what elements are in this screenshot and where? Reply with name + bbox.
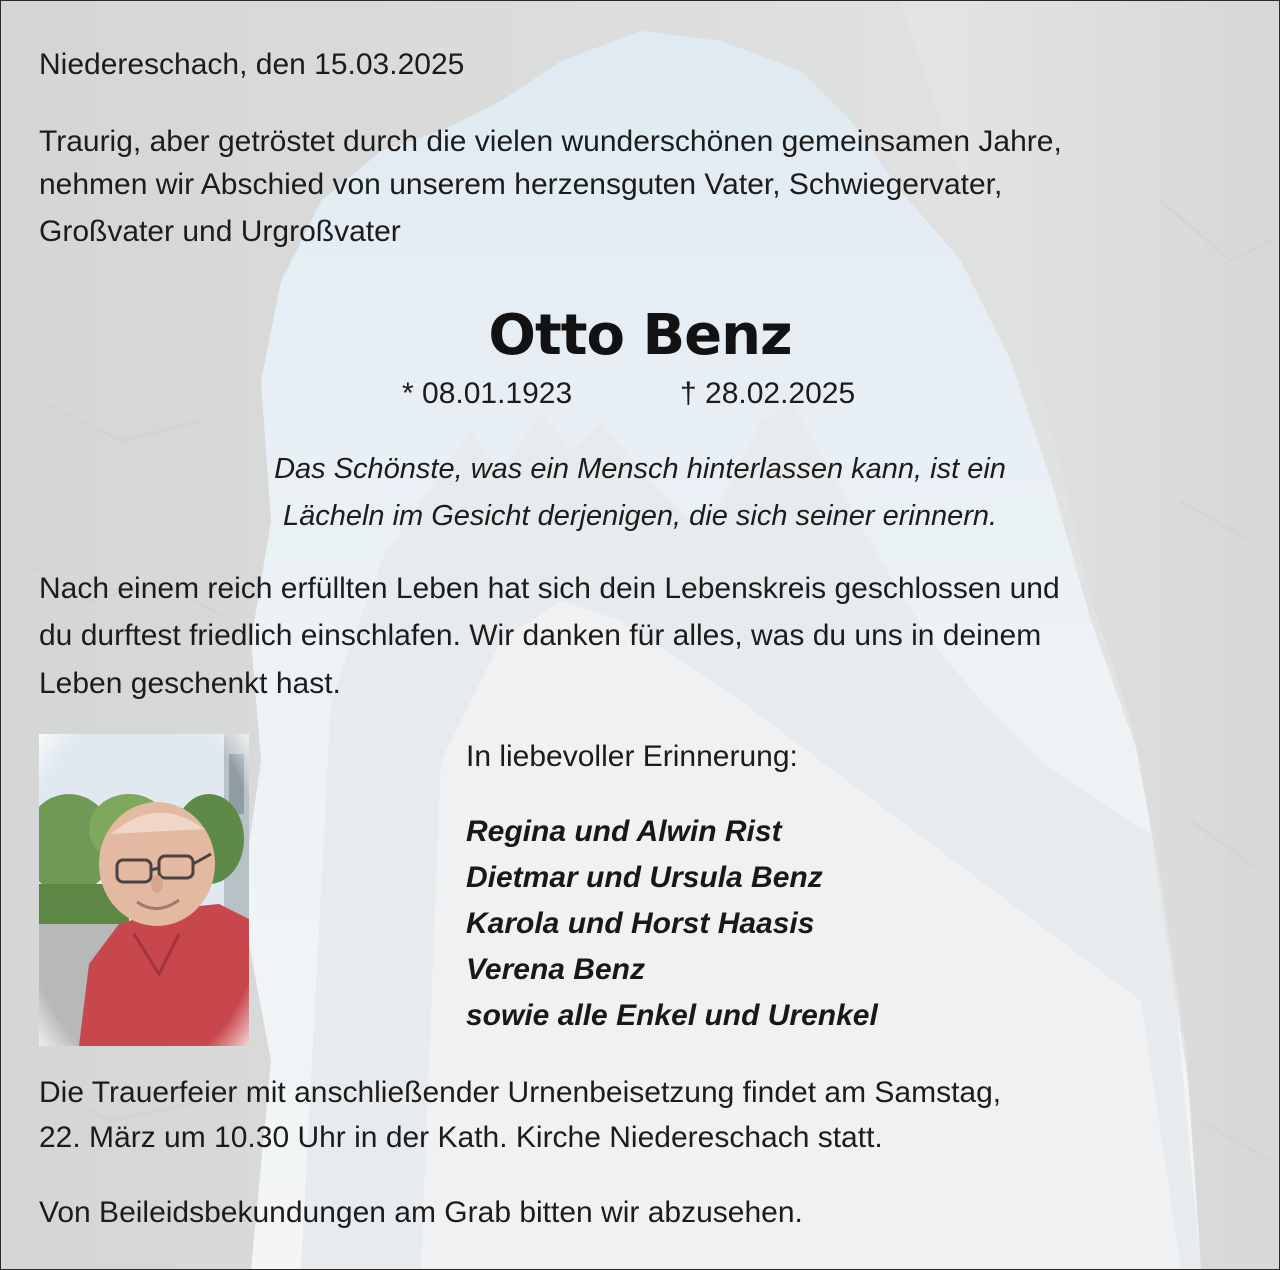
body-line: Nach einem reich erfüllten Leben hat sich dein Lebenskreis geschlossen und [39,572,1060,605]
mourner-name: Regina und Alwin Rist [466,815,782,848]
quote-line: Lächeln im Gesicht derjenigen, die sich seiner erinnern. [282,500,998,532]
portrait-photo [39,734,249,1046]
quote-line: Das Schönste, was ein Mensch hinterlassen kann, ist ein [274,453,1006,485]
mourner-name: sowie alle Enkel und Urenkel [466,999,878,1032]
intro-line: Großvater und Urgroßvater [39,215,401,248]
death-date: † 28.02.2025 [680,377,856,410]
remembrance-heading: In liebevoller Erinnerung: [466,740,798,773]
funeral-line: Die Trauerfeier mit anschließender Urnenbeisetzung findet am Samstag, [39,1076,1002,1109]
birth-date: * 08.01.1923 [402,377,573,410]
closing-note: Von Beileidsbekundungen am Grab bitten wir abzusehen. [39,1196,803,1229]
deceased-name: Otto Benz [488,303,792,368]
portrait-image [39,734,249,1046]
mourners-list [466,809,878,1039]
mourner-name: Verena Benz [466,953,645,986]
mourner-name: Dietmar und Ursula Benz [466,861,823,894]
intro-line: nehmen wir Abschied von unserem herzensguten Vater, Schwiegervater, [39,168,1003,201]
intro-line: Traurig, aber getröstet durch die vielen wunderschönen gemeinsamen Jahre, [39,125,1062,158]
mourner-name: Karola und Horst Haasis [466,907,815,940]
body-line: du durftest friedlich einschlafen. Wir danken für alles, was du uns in deinem [39,619,1042,652]
body-line: Leben geschenkt hast. [39,667,341,700]
funeral-line: 22. März um 10.30 Uhr in der Kath. Kirche Niedereschach statt. [39,1121,883,1154]
place-date: Niedereschach, den 15.03.2025 [39,48,465,81]
